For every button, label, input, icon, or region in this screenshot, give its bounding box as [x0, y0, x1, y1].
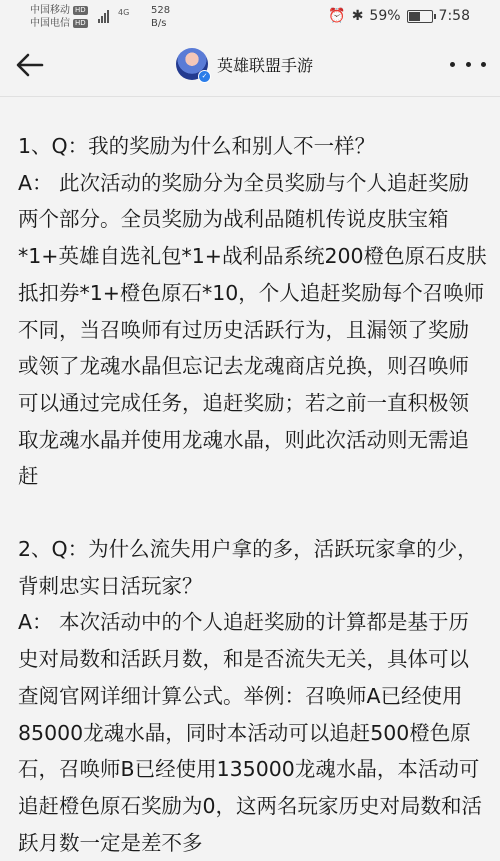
hd-badge: HD	[75, 6, 86, 14]
battery-percent: 59%	[369, 8, 401, 24]
more-options-icon[interactable]	[450, 52, 486, 76]
carrier-2: 中国电信	[30, 18, 70, 29]
hd-badge-2: HD	[75, 19, 86, 27]
carrier-1: 中国移动	[30, 5, 70, 16]
answer-2: A： 本次活动中的个人追赶奖励的计算都是基于历史对局数和活跃月数，和是否流失无关，具体可以查阅官网详细计算公式。举例：召唤师A已经使用85000龙魂水晶，同时本活动可以追赶500橙色原石，召唤师B已经使用135000龙魂水晶，本活动可追赶橙色原石奖励为0，这两名玩家历史对局数和活跃月数一定是差不多	[18, 610, 483, 855]
paragraph-gap	[18, 495, 488, 531]
status-bar	[0, 0, 500, 34]
speed-value: 528	[151, 5, 171, 16]
account-name[interactable]: 英雄联盟手游	[217, 55, 314, 75]
clock: 7:58	[438, 8, 470, 24]
carrier-info	[30, 4, 88, 30]
answer-1: A： 此次活动的奖励分为全员奖励与个人追赶奖励两个部分。全员奖励为战利品随机传说皮肤宝箱*1+英雄自选礼包*1+战利品系统200橙色原石皮肤抵扣券*1+橙色原石*10，个人追赶奖励每个召唤师不同，当召唤师有过历史活跃行为，且漏领了奖励或领了龙魂水晶但忘记去龙魂商店兑换，则召唤师可以通过完成任务，追赶奖励；若之前一直积极领取龙魂水晶并使用龙魂水晶，则此次活动则无需追赶	[18, 170, 487, 489]
alarm-icon: ⏰	[328, 8, 346, 24]
account-header[interactable]	[176, 48, 313, 80]
battery-icon	[407, 10, 433, 23]
status-right	[328, 8, 470, 24]
signal-icon	[98, 10, 109, 23]
network-speed	[151, 4, 170, 30]
bluetooth-icon: ✱	[351, 8, 364, 24]
question-1: 1、Q：我的奖励为什么和别人不一样？	[18, 134, 376, 158]
article-body	[18, 128, 488, 861]
network-type: 4G	[118, 8, 130, 17]
battery-fill	[409, 12, 421, 21]
account-avatar[interactable]	[176, 48, 208, 80]
speed-unit: B/s	[151, 18, 167, 29]
question-2: 2、Q：为什么流失用户拿的多，活跃玩家拿的少，背刺忠实日活玩家？	[18, 537, 478, 598]
navigation-bar	[0, 34, 500, 97]
verified-icon: ✓	[198, 70, 211, 83]
back-arrow-icon[interactable]	[14, 49, 46, 81]
